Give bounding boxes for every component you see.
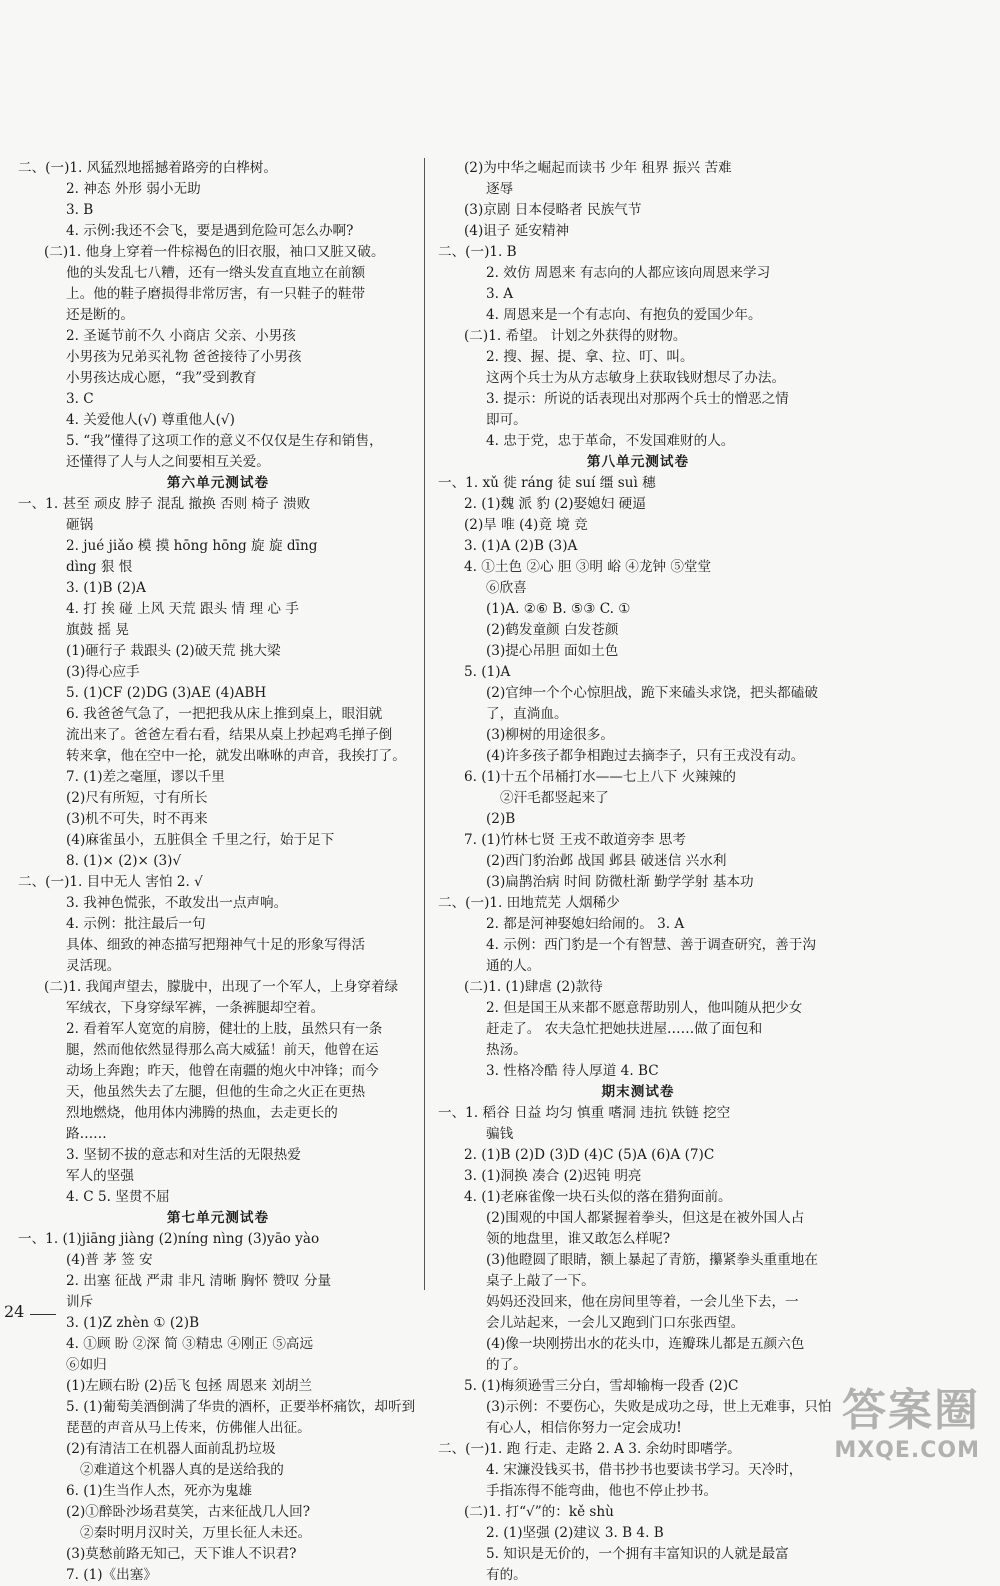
answer-line: 二、(一)1. B xyxy=(438,244,517,260)
answer-line: (二)1. (1)肆虐 (2)款待 xyxy=(464,979,603,995)
answer-line: (3)柳树的用途很多。 xyxy=(486,727,615,743)
answer-line: 7. (1)差之毫厘，谬以千里 xyxy=(66,769,225,785)
answer-line: 4. ①顾 盼 ②深 简 ③精忠 ④刚正 ⑤高远 xyxy=(66,1336,314,1352)
answer-line: 逐辱 xyxy=(486,181,514,197)
answer-line: 通的人。 xyxy=(486,958,541,974)
answer-line: 腿，然而他依然显得那么高大威猛！前天，他曾在运 xyxy=(66,1042,379,1058)
answer-line: 3. (1)A (2)B (3)A xyxy=(464,538,578,554)
answer-line: 动场上奔跑；昨天，他曾在南疆的炮火中冲锋；而今 xyxy=(66,1063,379,1079)
right-column xyxy=(438,158,838,1586)
answer-line: 2. 但是国王从来都不愿意帮助别人，他叫随从把少女 xyxy=(486,1000,803,1016)
answer-line: (2)围观的中国人都紧握着拳头，但这是在被外国人占 xyxy=(486,1210,805,1226)
answer-line: 4. ①土色 ②心 胆 ③明 峪 ④龙钟 ⑤堂堂 xyxy=(464,559,712,575)
answer-line: (1)左顾右盼 (2)岳飞 包拯 周恩来 刘胡兰 xyxy=(66,1378,313,1394)
answer-line: 2. (1)坚强 (2)建议 3. B 4. B xyxy=(486,1525,664,1541)
answer-line: 上。他的鞋子磨损得非常厉害，有一只鞋子的鞋带 xyxy=(66,286,366,302)
answer-line: 转来拿，他在空中一抡，就发出咻咻的声音，我挨打了。 xyxy=(66,748,406,764)
answer-line: 3. A xyxy=(486,286,514,302)
answer-line: 他的头发乱七八糟，还有一绺头发直直地立在前额 xyxy=(66,265,366,281)
answer-line: 5. (1)CF (2)DG (3)AE (4)ABH xyxy=(66,685,267,701)
answer-line: 小男孩达成心愿，“我”受到教育 xyxy=(66,370,257,386)
page-number-dash xyxy=(30,1314,56,1315)
answer-line: 3. 坚韧不拔的意志和对生活的无限热爱 xyxy=(66,1147,301,1163)
answer-line: (2)①醉卧沙场君莫笑，古来征战几人回? xyxy=(66,1504,311,1520)
answer-line: 4. (1)老麻雀像一块石头似的落在猎狗面前。 xyxy=(464,1189,732,1205)
answer-line: 3. 性格冷酷 待人厚道 4. BC xyxy=(486,1063,659,1079)
answer-line: 琵琶的声音从马上传来，仿佛催人出征。 xyxy=(66,1420,311,1436)
answer-line: (4)许多孩子都争相跑过去摘李子，只有王戎没有动。 xyxy=(486,748,805,764)
answer-line: (3)京剧 日本侵略者 民族气节 xyxy=(464,202,642,218)
answer-line: (4)普 茅 签 安 xyxy=(66,1252,153,1268)
answer-line: 4. 打 挨 碰 上风 天荒 跟头 情 理 心 手 xyxy=(66,601,299,617)
answer-line: 3. (1)Z zhèn ① (2)B xyxy=(66,1315,200,1331)
answer-line: (3)示例：不要伤心，失败是成功之母，世上无难事，只怕 xyxy=(486,1399,832,1415)
answer-line: 8. (1)× (2)× (3)√ xyxy=(66,853,182,869)
answer-line: (3)提心吊胆 面如土色 xyxy=(486,643,619,659)
answer-line: 2. 圣诞节前不久 小商店 父亲、小男孩 xyxy=(66,328,296,344)
answer-line: 烈地燃烧，他用体内沸腾的热血，去走更长的 xyxy=(66,1105,338,1121)
answer-line: 一、1. xǔ 徙 ráng 徒 suí 缰 suì 穗 xyxy=(438,475,656,491)
answer-line: 领的地盘里，谁又敢怎么样呢? xyxy=(486,1231,671,1247)
answer-line: 5. 知识是无价的，一个拥有丰富知识的人就是最富 xyxy=(486,1546,789,1562)
answer-line: 妈妈还没回来，他在房间里等着，一会儿坐下去，一 xyxy=(486,1294,799,1310)
answer-line: 二、(一)1. 风猛烈地摇撼着路旁的白桦树。 xyxy=(18,160,277,176)
answer-line: 这两个兵士为从方志敏身上获取钱财想尽了办法。 xyxy=(486,370,786,386)
section-heading: 期末测试卷 xyxy=(601,1084,675,1100)
answer-line: 2. 出塞 征战 严肃 非凡 清晰 胸怀 赞叹 分量 xyxy=(66,1273,332,1289)
watermark xyxy=(834,1374,980,1463)
answer-line: 5. (1)梅须逊雪三分白，雪却输梅一段香 (2)C xyxy=(464,1378,739,1394)
answer-line: 5. (1)葡萄美酒倒满了华贵的酒杯，正要举杯痛饮，却听到 xyxy=(66,1399,416,1415)
answer-line: (3)莫愁前路无知己，天下谁人不识君? xyxy=(66,1546,297,1562)
answer-line: 7. (1)《出塞》 xyxy=(66,1567,157,1583)
answer-line: (二)1. 我闻声望去，朦胧中，出现了一个军人，上身穿着绿 xyxy=(44,979,399,995)
answer-line: 3. (1)洞换 凑合 (2)迟钝 明亮 xyxy=(464,1168,642,1184)
answer-line: 军绒衣，下身穿绿军裤，一条裤腿却空着。 xyxy=(66,1000,325,1016)
answer-line: 一、1. 甚至 顽皮 脖子 混乱 撤换 否则 椅子 溃败 xyxy=(18,496,311,512)
answer-line: 军人的坚强 xyxy=(66,1168,134,1184)
answer-line: 砸锅 xyxy=(66,517,94,533)
watermark-url: MXQE.COM xyxy=(834,1438,980,1463)
page-number: 24 xyxy=(4,1302,25,1321)
answer-line: (2)尺有所短，寸有所长 xyxy=(66,790,208,806)
answer-line: 4. 示例：批注最后一句 xyxy=(66,916,206,932)
left-column xyxy=(18,158,418,1586)
answer-line: 会儿站起来，一会儿又跑到门口东张西望。 xyxy=(486,1315,745,1331)
answer-line: 热汤。 xyxy=(486,1042,527,1058)
answer-line: 手指冻得不能弯曲，他也不停止抄书。 xyxy=(486,1483,718,1499)
answer-line: 4. 忠于党，忠于革命，不发国难财的人。 xyxy=(486,433,735,449)
answer-line: 6. (1)生当作人杰，死亦为鬼雄 xyxy=(66,1483,253,1499)
answer-line: 4. 示例:我还不会飞，要是遇到危险可怎么办啊? xyxy=(66,223,354,239)
answer-line: 2. (1)魏 派 豹 (2)娶媳妇 硬逼 xyxy=(464,496,646,512)
answer-line: 二、(一)1. 目中无人 害怕 2. √ xyxy=(18,874,203,890)
answer-line: 4. 周恩来是一个有志向、有抱负的爱国少年。 xyxy=(486,307,762,323)
answer-line: 有的。 xyxy=(486,1567,527,1583)
answer-line: (4)像一块刚捞出水的花头巾，连瓣珠儿都是五颜六色 xyxy=(486,1336,805,1352)
answer-line: 还是断的。 xyxy=(66,307,134,323)
answer-line: dìng 狠 恨 xyxy=(66,559,133,575)
answer-line: 二、(一)1. 田地荒芜 人烟稀少 xyxy=(438,895,620,911)
answer-line: (二)1. 希望。 计划之外获得的财物。 xyxy=(464,328,687,344)
answer-line: 5. (1)A xyxy=(464,664,511,680)
answer-line: 的了。 xyxy=(486,1357,527,1373)
answer-line: 4. 宋濂没钱买书，借书抄书也要读书学习。天冷时， xyxy=(486,1462,803,1478)
answer-line: (3)得心应手 xyxy=(66,664,140,680)
answer-line: (2)西门豹治邺 战国 邺县 破迷信 兴水利 xyxy=(486,853,727,869)
answer-line: ②秦时明月汉时关，万里长征人未还。 xyxy=(80,1525,312,1541)
answer-line: (4)诅子 延安精神 xyxy=(464,223,570,239)
answer-line: 骗钱 xyxy=(486,1126,514,1142)
answer-line: 灵活现。 xyxy=(66,958,121,974)
answer-line: 3. 我神色慌张，不敢发出一点声响。 xyxy=(66,895,288,911)
watermark-logo: 答案圈 xyxy=(842,1385,980,1436)
column-divider xyxy=(424,158,425,1290)
answer-line: 2. 神态 外形 弱小无助 xyxy=(66,181,201,197)
answer-line: (4)麻雀虽小，五脏俱全 千里之行，始于足下 xyxy=(66,832,335,848)
answer-line: 3. 提示：所说的话表现出对那两个兵士的憎恶之情 xyxy=(486,391,789,407)
answer-line: (3)机不可失，时不再来 xyxy=(66,811,208,827)
answer-line: 2. 看着军人宽宽的肩膀，健壮的上肢，虽然只有一条 xyxy=(66,1021,383,1037)
answer-line: 6. (1)十五个吊桶打水——七上八下 火辣辣的 xyxy=(464,769,736,785)
answer-line: (2)B xyxy=(486,811,516,827)
answer-line: 一、1. 稻谷 日益 均匀 慎重 嗜洞 违抗 铁链 挖空 xyxy=(438,1105,731,1121)
answer-line: (二)1. 打“√”的：kě shù xyxy=(464,1504,614,1520)
answer-line: (1)A. ②⑥ B. ⑤③ C. ① xyxy=(486,601,631,617)
answer-line: (3)他瞪圆了眼睛，额上暴起了青筋，攥紧拳头重重地在 xyxy=(486,1252,818,1268)
answer-line: (2)鹤发童颜 白发苍颜 xyxy=(486,622,619,638)
answer-line: 即可。 xyxy=(486,412,527,428)
answer-line: (3)扁鹊治病 时间 防微杜渐 勤学学射 基本功 xyxy=(486,874,754,890)
answer-line: 2. jué jiǎo 模 摸 hōng hōng 旋 旋 dīng xyxy=(66,538,318,554)
answer-line: 4. 示例：西门豹是一个有智慧、善于调查研究，善于沟 xyxy=(486,937,816,953)
answer-line: (2)官绅一个个心惊胆战，跪下来磕头求饶，把头都磕破 xyxy=(486,685,818,701)
answer-line: ②难道这个机器人真的是送给我的 xyxy=(80,1462,284,1478)
section-heading: 第八单元测试卷 xyxy=(586,454,690,470)
answer-line: 训斥 xyxy=(66,1294,94,1310)
answer-line: 5. “我”懂得了这项工作的意义不仅仅是生存和销售， xyxy=(66,433,383,449)
answer-line: 一、1. (1)jiāng jiàng (2)níng nìng (3)yāo yào xyxy=(18,1231,320,1247)
answer-line: 3. C xyxy=(66,391,94,407)
answer-line: 3. B xyxy=(66,202,94,218)
answer-line: 赶走了。 农夫急忙把她扶进屋……做了面包和 xyxy=(486,1021,763,1037)
answer-line: 2. (1)B (2)D (3)D (4)C (5)A (6)A (7)C xyxy=(464,1147,715,1163)
answer-line: 天，他虽然失去了左腿，但他的生命之火正在更热 xyxy=(66,1084,366,1100)
answer-line: (1)砸行子 栽跟头 (2)破天荒 挑大梁 xyxy=(66,643,281,659)
answer-line: 旗鼓 摇 晃 xyxy=(66,622,130,638)
answer-line: (2)旱 唯 (4)竟 境 竞 xyxy=(464,517,588,533)
answer-line: (2)为中华之崛起而读书 少年 租界 振兴 苦难 xyxy=(464,160,732,176)
answer-line: 3. (1)B (2)A xyxy=(66,580,146,596)
answer-line: 桌子上敲了一下。 xyxy=(486,1273,595,1289)
answer-line: 还懂得了人与人之间要相互关爱。 xyxy=(66,454,270,470)
answer-line: 2. 搜、握、提、拿、拉、叮、叫。 xyxy=(486,349,694,365)
answer-line: 7. (1)竹林七贤 王戎不敢道旁李 思考 xyxy=(464,832,686,848)
answer-line: 了，直淌血。 xyxy=(486,706,568,722)
answer-line: 6. 我爸爸气急了，一把把我从床上推到桌上，眼泪就 xyxy=(66,706,383,722)
answer-line: 4. C 5. 坚贯不屈 xyxy=(66,1189,170,1205)
answer-line: 二、(一)1. 跑 行走、走路 2. A 3. 余幼时即嗜学。 xyxy=(438,1441,741,1457)
answer-line: (2)有清洁工在机器人面前乱扔垃圾 xyxy=(66,1441,276,1457)
answer-line: ⑥如归 xyxy=(66,1357,107,1373)
answer-line: ②汗毛都竖起来了 xyxy=(500,790,609,806)
answer-line: 2. 效仿 周恩来 有志向的人都应该向周恩来学习 xyxy=(486,265,771,281)
section-heading: 第七单元测试卷 xyxy=(166,1210,270,1226)
answer-line: (二)1. 他身上穿着一件棕褐色的旧衣服，袖口又脏又破。 xyxy=(44,244,385,260)
section-heading: 第六单元测试卷 xyxy=(166,475,270,491)
answer-line: 流出来了。爸爸左看右看，结果从桌上抄起鸡毛掸子倒 xyxy=(66,727,393,743)
answer-line: 路…… xyxy=(66,1126,107,1142)
answer-line: 具体、细致的神态描写把翔神气十足的形象写得活 xyxy=(66,937,366,953)
answer-line: 2. 都是河神娶媳妇给闹的。 3. A xyxy=(486,916,685,932)
answer-line: 有心人，相信你努力一定会成功! xyxy=(486,1420,682,1436)
answer-line: 4. 关爱他人(√) 尊重他人(√) xyxy=(66,412,235,428)
answer-line: ⑥欣喜 xyxy=(486,580,527,596)
answer-line: 小男孩为兄弟买礼物 爸爸接待了小男孩 xyxy=(66,349,302,365)
